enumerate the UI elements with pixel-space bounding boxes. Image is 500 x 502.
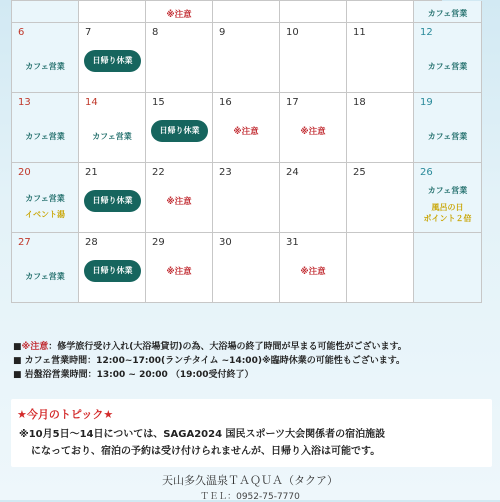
cafe-label: カフェ営業: [427, 186, 468, 195]
note-ganbanyoku-hours: ■ 岩盤浴営業時間：13:00 ~ 20:00 （19:00受付終了）: [13, 370, 254, 380]
day-number: 31: [286, 237, 299, 248]
calendar-cell: [213, 1, 280, 23]
day-number: 6: [18, 27, 25, 38]
calendar-cell: [414, 233, 482, 303]
calendar-cell-25: [347, 163, 414, 233]
calendar-cell-26: [414, 163, 482, 233]
day-number: 11: [353, 27, 366, 38]
calendar-cell-21: [79, 163, 146, 233]
cafe-label: カフェ営業: [92, 132, 132, 141]
day-number: 25: [353, 167, 366, 178]
day-number: 18: [353, 97, 366, 108]
day-number: 19: [420, 97, 433, 108]
calendar-cell-16: [213, 93, 280, 163]
calendar-cell-18: [347, 93, 414, 163]
day-number: 24: [286, 167, 299, 178]
caution-label: ※注意: [166, 267, 192, 277]
topic-text-line: ※10月5日～14日については、SAGA2024 国民スポーツ大会関係者の宿泊施設: [19, 429, 386, 440]
calendar-cell-13: [12, 93, 79, 163]
calendar-cell-9: [213, 23, 280, 93]
calendar-cell: [347, 1, 414, 23]
cafe-label: カフェ営業: [427, 9, 468, 18]
calendar-cell-14: [79, 93, 146, 163]
calendar-cell-8: [146, 23, 213, 93]
caution-label: ※注意: [166, 197, 192, 207]
notes-section: [13, 340, 493, 382]
day-number: 15: [152, 97, 165, 108]
day-number: 30: [219, 237, 232, 248]
day-number: 29: [152, 237, 165, 248]
calendar-cell-15: [146, 93, 213, 163]
caution-label: ※注意: [166, 10, 192, 20]
calendar-cell-31: [280, 233, 347, 303]
facility-phone: ＴＥＬ：0952-75-7770: [200, 492, 300, 502]
calendar-cell: [280, 1, 347, 23]
day-closed-badge: 日帰り休業: [84, 190, 141, 212]
double-points-label: ポイント２倍: [423, 214, 472, 223]
cafe-label: カフェ営業: [427, 132, 468, 141]
day-number: 17: [286, 97, 299, 108]
caution-label: ※注意: [300, 127, 326, 137]
calendar-cell: [347, 233, 414, 303]
calendar-cell-23: [213, 163, 280, 233]
day-closed-badge: 日帰り休業: [84, 260, 141, 282]
calendar-cell-6: [12, 23, 79, 93]
day-closed-badge: 日帰り休業: [84, 50, 141, 72]
day-number: 12: [420, 27, 433, 38]
cafe-label: カフェ営業: [427, 62, 468, 71]
topic-text: [19, 426, 489, 460]
calendar-cell-30: [213, 233, 280, 303]
calendar-grid: [11, 0, 472, 303]
day-number: 10: [286, 27, 299, 38]
calendar-cell: [414, 1, 482, 23]
calendar-cell-10: [280, 23, 347, 93]
day-number: 20: [18, 167, 31, 178]
calendar-cell-17: [280, 93, 347, 163]
calendar-cell-22: [146, 163, 213, 233]
day-number: 28: [85, 237, 98, 248]
calendar-cell-29: [146, 233, 213, 303]
facility-name: 天山多久温泉ＴＡＱＵＡ（タクア）: [162, 474, 338, 487]
topic-text-line: になっており、宿泊の予約は受け付けられませんが、日帰り入浴は可能です。: [31, 446, 381, 457]
note-caution-label: ※注意: [21, 342, 49, 352]
note-caution: [13, 340, 493, 354]
day-closed-badge: 日帰り休業: [151, 120, 208, 142]
calendar-cell: [12, 1, 79, 23]
cafe-label: カフェ営業: [25, 194, 65, 203]
bath-day-label: 風呂の日: [431, 203, 464, 212]
calendar-cell-24: [280, 163, 347, 233]
cafe-label: カフェ営業: [25, 132, 65, 141]
calendar-cell-11: [347, 23, 414, 93]
day-number: 16: [219, 97, 232, 108]
day-number: 9: [219, 27, 226, 38]
day-number: 8: [152, 27, 159, 38]
cafe-label: カフェ営業: [25, 272, 65, 281]
day-number: 23: [219, 167, 232, 178]
calendar-cell: [79, 1, 146, 23]
caution-label: ※注意: [233, 127, 259, 137]
note-bullet: ■: [13, 342, 22, 352]
cafe-label: カフェ営業: [25, 62, 65, 71]
calendar-cell: [146, 1, 213, 23]
day-number: 21: [85, 167, 98, 178]
topic-title: ★今月のトピック★: [17, 408, 114, 421]
note-caution-text: ：修学旅行受け入れ(大浴場貸切)の為、大浴場の終了時間が早まる可能性がございます。: [48, 342, 407, 352]
calendar-cell-19: [414, 93, 482, 163]
day-number: 22: [152, 167, 165, 178]
day-number: 7: [85, 27, 92, 38]
day-number: 27: [18, 237, 31, 248]
day-number: 13: [18, 97, 31, 108]
day-number: 26: [420, 167, 433, 178]
calendar-cell-28: [79, 233, 146, 303]
calendar-cell-12: [414, 23, 482, 93]
calendar-cell-20: [12, 163, 79, 233]
topic-box: [11, 399, 492, 467]
day-number: 14: [85, 97, 98, 108]
note-cafe-hours: ■ カフェ営業時間：12:00~17:00(ランチタイム ~14:00)※臨時休業の可能性もございます。: [13, 356, 405, 366]
calendar-cell-27: [12, 233, 79, 303]
calendar-cell-7: [79, 23, 146, 93]
caution-label: ※注意: [300, 267, 326, 277]
event-bath-label: イベント湯: [25, 210, 65, 219]
